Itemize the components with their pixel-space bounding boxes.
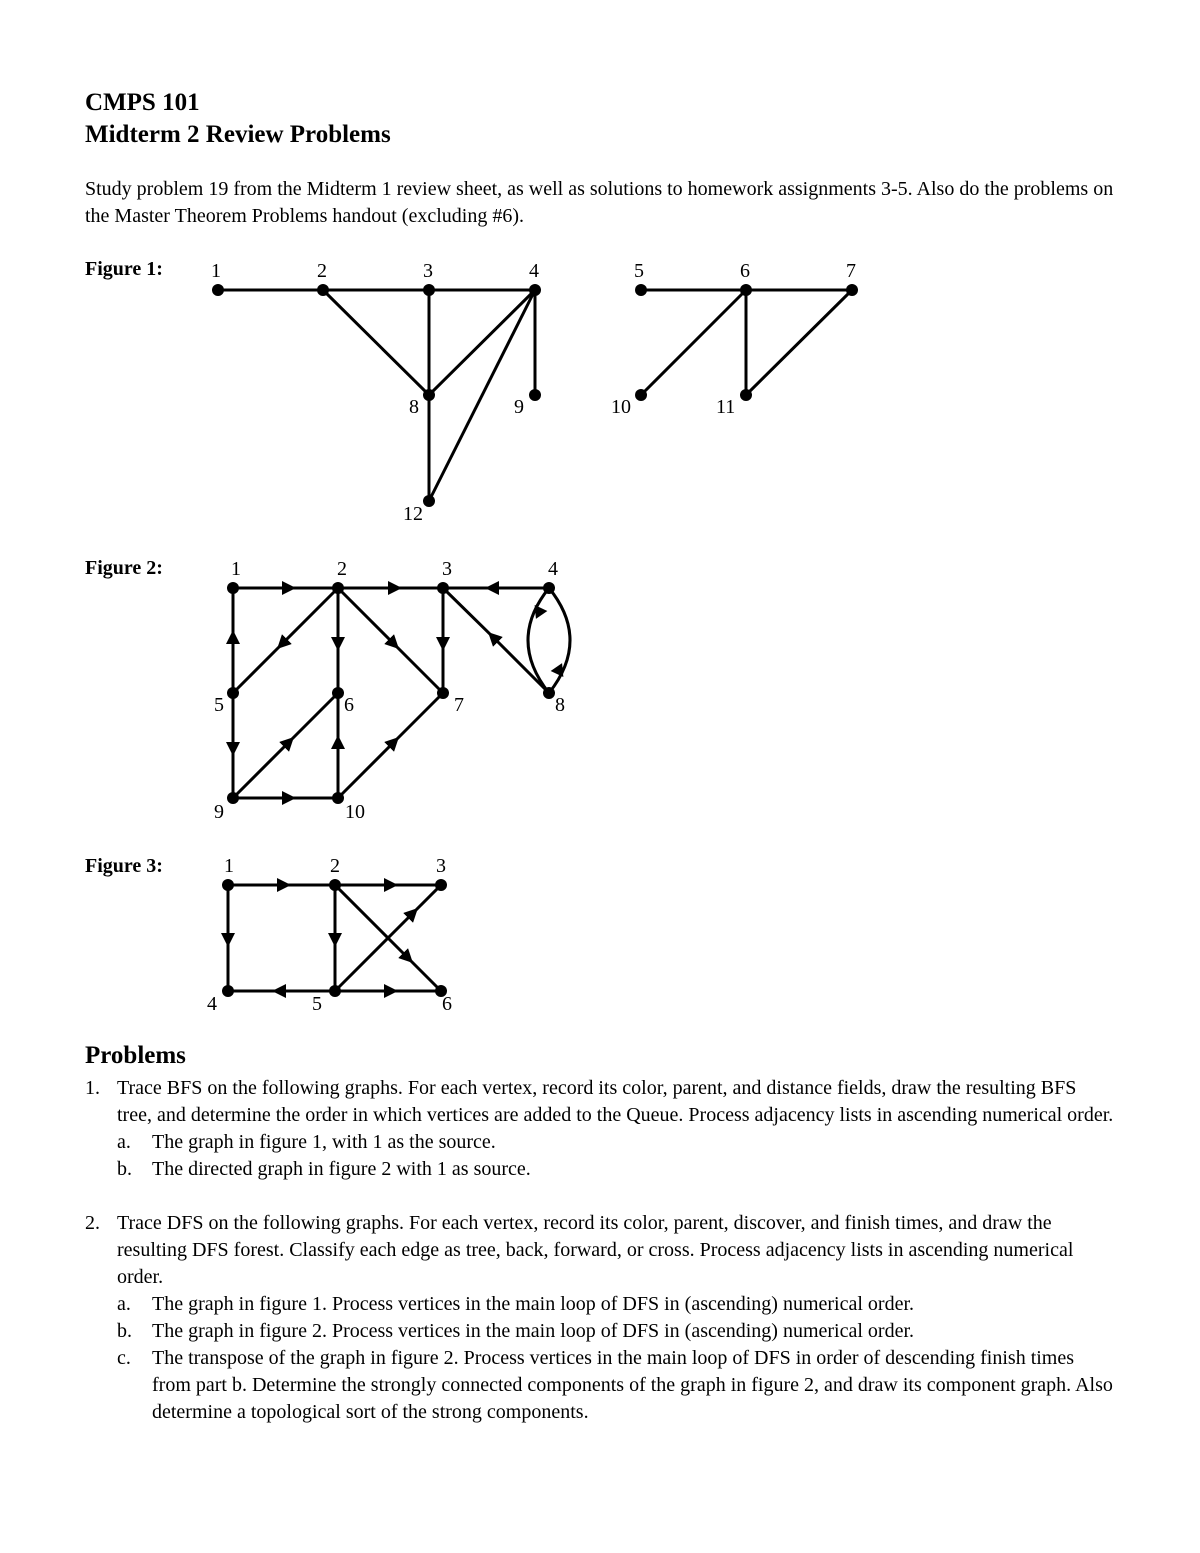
fig2-label-5: 5 xyxy=(214,694,224,716)
fig2-node-8 xyxy=(543,687,555,699)
fig1-label-12: 12 xyxy=(403,503,423,525)
fig1-edge-4-8 xyxy=(429,290,535,395)
fig3-node-3 xyxy=(435,879,447,891)
fig2-edge-8-4 xyxy=(549,588,570,693)
fig1-node-6 xyxy=(740,284,752,296)
fig1-label-1: 1 xyxy=(211,260,221,282)
fig2-label-4: 4 xyxy=(548,558,558,580)
fig2-edge-2-7 xyxy=(338,588,443,693)
problems-list xyxy=(80,1075,1115,1426)
fig1-label-3: 3 xyxy=(423,260,433,282)
fig2-node-3 xyxy=(437,582,449,594)
problem-1b-text: The directed graph in figure 2 with 1 as source. xyxy=(152,1158,531,1180)
fig1-label-9: 9 xyxy=(514,396,524,418)
fig2-edge-8-3 xyxy=(443,588,549,693)
fig1-node-10 xyxy=(635,389,647,401)
problem-2a-text: The graph in figure 1. Process vertices in the main loop of DFS in (ascending) numerical order. xyxy=(152,1293,915,1315)
problem-2 xyxy=(80,1210,1115,1426)
problem-2-text: Trace DFS on the following graphs. For each vertex, record its color, parent, discover, and finish times, and draw the resulting DFS forest. Classify each edge as tree, back, forward, or cross. Process adjacency lists in ascending numerical order. xyxy=(117,1212,1074,1288)
problem-2a xyxy=(117,1291,1115,1318)
fig3-label-4: 4 xyxy=(207,993,217,1015)
figure-2-label: Figure 2: xyxy=(85,557,163,579)
problem-1b xyxy=(117,1156,1115,1183)
problem-1a xyxy=(117,1129,1115,1156)
fig1-node-12 xyxy=(423,495,435,507)
fig3-label-1: 1 xyxy=(224,855,234,877)
figure-2-labels xyxy=(214,558,565,823)
fig1-label-6: 6 xyxy=(740,260,750,282)
intro-paragraph: Study problem 19 from the Midterm 1 review sheet, as well as solutions to homework assignments 3-5. Also do the problems on the Master Theorem Problems handout (excluding #6). xyxy=(85,178,1114,227)
problem-2-number: 2. xyxy=(85,1212,100,1234)
fig1-edge-2-8 xyxy=(323,290,429,395)
problem-2c-label: c. xyxy=(117,1347,131,1369)
fig2-node-6 xyxy=(332,687,344,699)
fig3-label-2: 2 xyxy=(330,855,340,877)
fig1-node-4 xyxy=(529,284,541,296)
fig1-node-9 xyxy=(529,389,541,401)
fig2-label-8: 8 xyxy=(555,694,565,716)
fig1-node-5 xyxy=(635,284,647,296)
fig1-label-10: 10 xyxy=(611,396,631,418)
fig1-node-11 xyxy=(740,389,752,401)
fig1-label-4: 4 xyxy=(529,260,539,282)
fig3-node-5 xyxy=(329,985,341,997)
figure-2-nodes xyxy=(227,582,555,804)
fig1-node-2 xyxy=(317,284,329,296)
page-subtitle: Midterm 2 Review Problems xyxy=(85,121,391,148)
fig3-label-6: 6 xyxy=(442,993,452,1015)
figure-1-label: Figure 1: xyxy=(85,258,163,280)
fig2-node-5 xyxy=(227,687,239,699)
fig1-label-11: 11 xyxy=(716,396,736,418)
fig2-label-7: 7 xyxy=(454,694,464,716)
problem-1a-text: The graph in figure 1, with 1 as the source. xyxy=(152,1131,496,1153)
fig1-label-2: 2 xyxy=(317,260,327,282)
course-title: CMPS 101 xyxy=(85,89,200,116)
fig2-label-6: 6 xyxy=(344,694,354,716)
problem-2a-label: a. xyxy=(117,1293,131,1315)
problem-2b xyxy=(117,1318,1115,1345)
problem-1a-label: a. xyxy=(117,1131,131,1153)
fig1-node-7 xyxy=(846,284,858,296)
fig2-edge-9-6 xyxy=(233,693,338,798)
problems-heading: Problems xyxy=(85,1042,186,1069)
problem-2c-text: The transpose of the graph in figure 2. Process vertices in the main loop of DFS in order of descending finish times from part b. Determine the strongly connected components of the graph in figure 2, and draw its component graph. Also determine a topological sort of the strong components. xyxy=(152,1347,1113,1423)
fig2-label-10: 10 xyxy=(345,801,365,823)
fig2-node-4 xyxy=(543,582,555,594)
figure-2-graph xyxy=(233,588,570,798)
fig1-node-3 xyxy=(423,284,435,296)
problem-2b-label: b. xyxy=(117,1320,132,1342)
fig1-edge-7-11 xyxy=(746,290,852,395)
fig2-node-9 xyxy=(227,792,239,804)
fig1-node-1 xyxy=(212,284,224,296)
fig2-label-9: 9 xyxy=(214,801,224,823)
problem-1b-label: b. xyxy=(117,1158,132,1180)
figure-2-curve-arrows xyxy=(530,605,569,677)
fig1-label-5: 5 xyxy=(634,260,644,282)
problem-1-text: Trace BFS on the following graphs. For each vertex, record its color, parent, and distance fields, draw the resulting BFS tree, and determine the order in which vertices are added to the Queue. Process adjacency lists in ascending numerical order. xyxy=(117,1077,1114,1126)
figure-3-label: Figure 3: xyxy=(85,855,163,877)
fig2-node-10 xyxy=(332,792,344,804)
problem-2b-text: The graph in figure 2. Process vertices in the main loop of DFS in (ascending) numerical order. xyxy=(152,1320,915,1342)
problem-1 xyxy=(80,1075,1115,1183)
fig1-label-8: 8 xyxy=(409,396,419,418)
fig2-node-1 xyxy=(227,582,239,594)
fig3-label-3: 3 xyxy=(436,855,446,877)
fig3-label-5: 5 xyxy=(312,993,322,1015)
fig2-label-1: 1 xyxy=(231,558,241,580)
fig3-node-4 xyxy=(222,985,234,997)
fig3-node-2 xyxy=(329,879,341,891)
fig2-label-3: 3 xyxy=(442,558,452,580)
fig3-node-1 xyxy=(222,879,234,891)
fig2-edge-2-5 xyxy=(233,588,338,693)
problem-1-number: 1. xyxy=(85,1077,100,1099)
fig2-label-2: 2 xyxy=(337,558,347,580)
fig2-node-2 xyxy=(332,582,344,594)
fig1-edge-6-10 xyxy=(641,290,746,395)
figure-3-graph xyxy=(228,885,441,991)
fig1-node-8 xyxy=(423,389,435,401)
fig2-node-7 xyxy=(437,687,449,699)
problem-2c xyxy=(117,1345,1115,1426)
fig1-label-7: 7 xyxy=(846,260,856,282)
